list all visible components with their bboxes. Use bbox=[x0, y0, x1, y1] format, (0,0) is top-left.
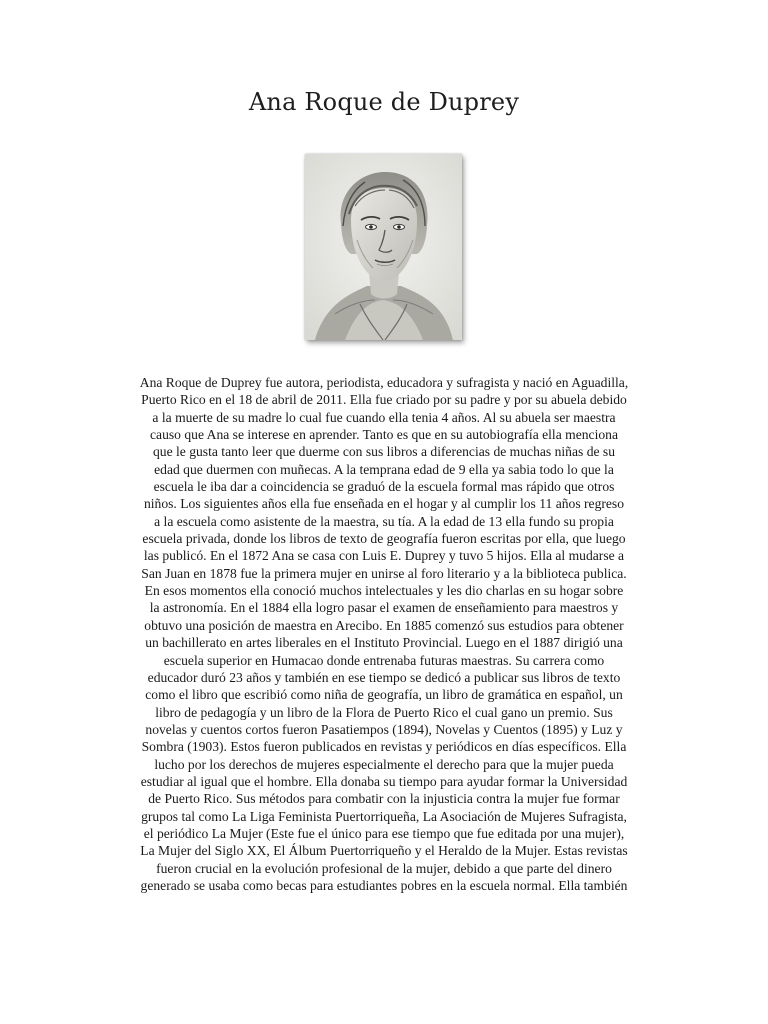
text-line: generado se usaba como becas para estudiantes pobres en la escuela normal. Ella también bbox=[140, 877, 628, 893]
text-line: novelas y cuentos cortos fueron Pasatiempos (1894), Novelas y Cuentos (1895) y Luz y bbox=[145, 721, 623, 737]
text-line: La Mujer del Siglo XX, El Álbum Puertorriqueño y el Heraldo de la Mujer. Estas revistas bbox=[140, 843, 628, 859]
text-line: Ana Roque de Duprey fue autora, periodista, educadora y sufragista y nació en Aguadilla, bbox=[139, 375, 629, 390]
text-line: estudiar al igual que el hombre. Ella donaba su tiempo para ayudar formar la Universidad bbox=[140, 773, 628, 789]
text-line: obtuvo una posición de maestra en Arecibo. En 1885 comenzó sus estudios para obtener bbox=[144, 617, 624, 633]
text-line: a la escuela como asistente de la maestra, su tía. A la edad de 13 ella fundo su propia bbox=[154, 513, 614, 529]
text-line: a la muerte de su madre lo cual fue cuando ella tenia 4 años. Al su abuela ser maestra bbox=[152, 409, 616, 425]
text-line: como el libro que escribió como niña de geografía, un libro de gramática en español, un bbox=[145, 687, 623, 703]
page-title: Ana Roque de Duprey bbox=[248, 88, 520, 116]
portrait-sketch-icon bbox=[305, 154, 462, 340]
text-line: un bachillerato en artes liberales en el Instituto Provincial. Luego en el 1887 dirigió una bbox=[145, 635, 623, 651]
text-line: el periódico La Mujer (Este fue el único para ese tiempo que fue editada por una mujer), bbox=[143, 825, 625, 841]
text-line: educador duró 23 años y también en ese tiempo se dedicó a publicar sus libros de texto bbox=[147, 669, 621, 685]
text-line: Sombra (1903). Estos fueron publicados en revistas y periódicos en días específicos. Ella bbox=[141, 739, 627, 755]
text-line: de Puerto Rico. Sus métodos para combatir con la injusticia contra la mujer fue formar bbox=[148, 791, 620, 807]
text-line: fueron crucial en la evolución profesional de la mujer, debido a que parte del dinero bbox=[156, 860, 612, 876]
text-line: la astronomía. En el 1884 ella logro pasar el examen de enseñamiento para maestros y bbox=[149, 600, 619, 616]
text-line: libro de pedagogía y un libro de la Flora de Puerto Rico el cual gano un premio. Sus bbox=[155, 704, 613, 720]
text-line: Puerto Rico en el 18 de abril de 2011. Ella fue criado por su padre y por su abuela debido bbox=[141, 392, 627, 408]
text-line: escuela le iba dar a coincidencia se graduó de la escuela formal mas rápido que otros bbox=[153, 479, 615, 495]
biography-text bbox=[108, 374, 660, 894]
text-line: edad que duermen con muñecas. A la temprana edad de 9 ella ya sabia todo lo que la bbox=[154, 461, 614, 477]
text-line: grupos tal como La Liga Feminista Puertorriqueña, La Asociación de Mujeres Sufragista, bbox=[141, 808, 627, 824]
text-line: San Juan en 1878 fue la primera mujer en unirse al foro literario y a la biblioteca publica. bbox=[141, 565, 627, 581]
text-line: lucho por los derechos de mujeres especialmente el derecho para que la mujer pueda bbox=[154, 756, 614, 772]
portrait-image bbox=[305, 154, 462, 340]
text-line: que le gusta tanto leer que duerme con sus libros a diferencias de muchas niñas de su bbox=[152, 444, 616, 460]
text-line: escuela superior en Humacao donde entrenaba futuras maestras. Su carrera como bbox=[163, 652, 605, 668]
text-line: causo que Ana se interese en aprender. Tanto es que en su autobiografía ella menciona bbox=[150, 427, 618, 443]
text-line: En esos momentos ella conoció muchos intelectuales y les dio charlas en su hogar sobre bbox=[144, 583, 624, 599]
text-line: las publicó. En el 1872 Ana se casa con Luis E. Duprey y tuvo 5 hijos. Ella al mudarse a bbox=[143, 548, 625, 564]
text-line: niños. Los siguientes años ella fue enseñada en el hogar y al cumplir los 11 años regreso bbox=[143, 496, 625, 512]
text-line: escuela privada, donde los libros de texto de geografía fueron escritas por ella, que luego bbox=[142, 531, 626, 547]
